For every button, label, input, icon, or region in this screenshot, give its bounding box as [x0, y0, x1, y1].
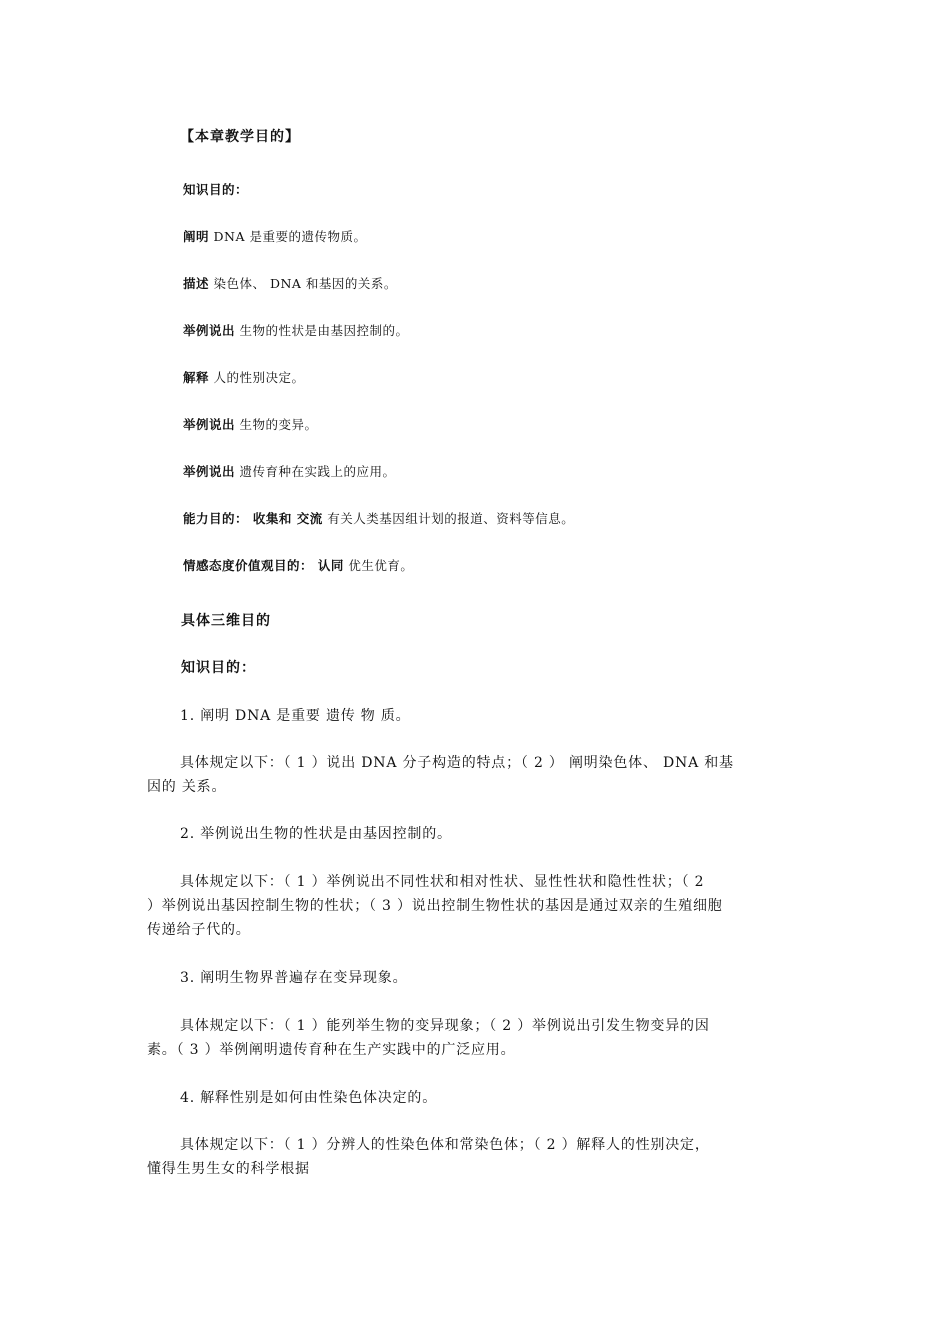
goal-2: 2. 举例说出生物的性状是由基因控制的。	[180, 826, 452, 842]
summary-item-5: 举例说出 生物的变异。	[183, 417, 318, 432]
emotion-goal-line: 情感态度价值观目的： 认同 优生优育。	[183, 558, 414, 573]
goal-4-detail-line-1: 具体规定以下：（ 1 ）分辨人的性染色体和常染色体；（ 2 ）解释人的性别决定，	[180, 1137, 710, 1153]
goal-2-detail-line-1: 具体规定以下：（ 1 ）举例说出不同性状和相对性状、显性性状和隐性性状；（ 2	[180, 874, 705, 890]
summary-item-1: 阐明 DNA 是重要的遗传物质。	[183, 229, 367, 244]
goal-2-detail-line-2: ）举例说出基因控制生物的性状；（ 3 ）说出控制生物性状的基因是通过双亲的生殖细胞	[147, 898, 723, 914]
chapter-objectives-heading: 【本章教学目的】	[180, 129, 300, 145]
goal-4: 4. 解释性别是如何由性染色体决定的。	[180, 1090, 438, 1106]
goal-3-detail-line-1: 具体规定以下：（ 1 ）能列举生物的变异现象；（ 2 ）举例说出引发生物变异的因	[180, 1018, 710, 1034]
goal-3: 3. 阐明生物界普遍存在变异现象。	[180, 970, 408, 986]
knowledge-goal-heading: 知识目的：	[181, 660, 256, 676]
summary-item-3: 举例说出 生物的性状是由基因控制的。	[183, 323, 409, 338]
summary-item-2: 描述 染色体、 DNA 和基因的关系。	[183, 276, 397, 291]
goal-1-detail-line-1: 具体规定以下：（ 1 ）说出 DNA 分子构造的特点；（ 2 ） 阐明染色体、 DNA 和基	[180, 755, 734, 771]
ability-goal-line: 能力目的： 收集和 交流 有关人类基因组计划的报道、资料等信息。	[183, 511, 575, 526]
goal-4-detail-line-2: 懂得生男生女的科学根据	[147, 1161, 310, 1177]
summary-item-6: 举例说出 遗传育种在实践上的应用。	[183, 464, 396, 479]
summary-item-4: 解释 人的性别决定。	[183, 370, 305, 385]
goal-2-detail-line-3: 传递给子代的。	[147, 922, 251, 938]
goal-3-detail-line-2: 素。（ 3 ）举例阐明遗传育种在生产实践中的广泛应用。	[147, 1042, 516, 1058]
three-dimension-heading: 具体三维目的	[181, 613, 271, 629]
goal-1-detail-line-2: 因的 关系。	[147, 779, 227, 795]
knowledge-goal-label: 知识目的：	[183, 182, 249, 197]
goal-1: 1. 阐明 DNA 是重要 遗传 物 质。	[180, 708, 411, 724]
